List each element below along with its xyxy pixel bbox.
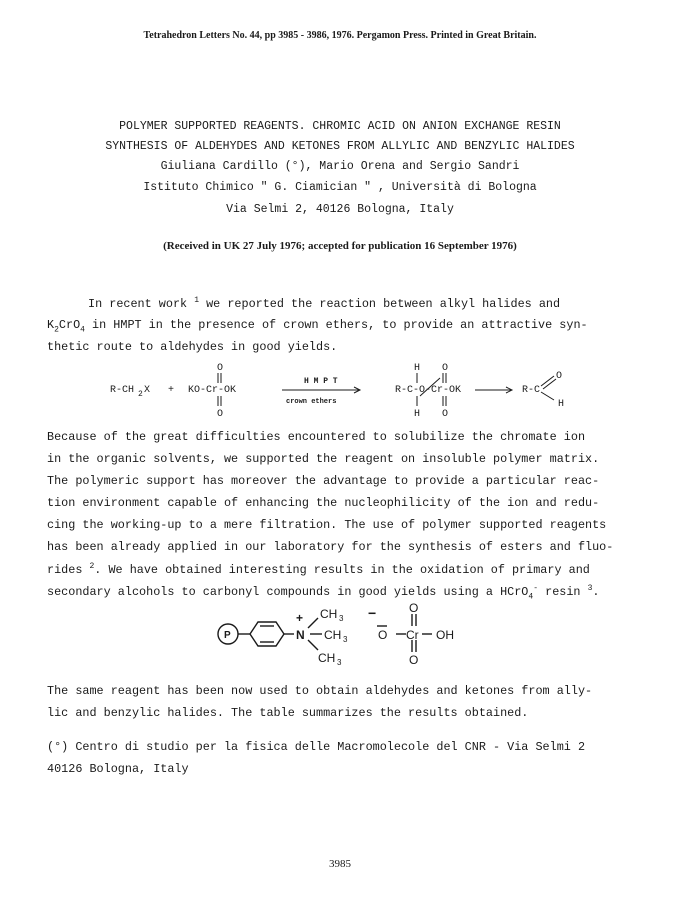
svg-text:H: H [558,399,565,410]
svg-text:O: O [442,363,449,374]
title-line-2: SYNTHESIS OF ALDEHYDES AND KETONES FROM ALLYLIC AND BENZYLIC HALIDES [105,140,575,153]
svg-text:KO-Cr-OK: KO-Cr-OK [188,385,237,396]
svg-text:H: H [414,409,421,420]
para3-line1: The same reagent has been now used to obtain aldehydes and ketones from ally- [47,684,593,698]
svg-text:N: N [296,628,305,642]
svg-text:CH: CH [318,651,336,665]
svg-text:O: O [409,653,419,667]
para2-line1: Because of the great difficulties encountered to solubilize the chromate ion [47,430,586,444]
svg-text:2: 2 [138,390,143,399]
svg-text:−: − [368,605,377,621]
reaction-scheme-1 [100,356,600,426]
svg-text:3: 3 [339,614,344,623]
received-line: (Received in UK 27 July 1976; accepted for publication 16 September 1976) [163,240,517,252]
journal-header: Tetrahedron Letters No. 44, pp 3985 - 3986, 1976. Pergamon Press. Printed in Great Britain. [143,30,537,41]
para2-line8: secondary alcohols to carbonyl compounds in good yields using a HCrO$_4$- resin $^3$. [47,584,600,602]
svg-text:H M P T: H M P T [304,377,338,386]
para2-line2: in the organic solvents, we supported the reagent on insoluble polymer matrix. [47,452,600,466]
svg-text:Cr: Cr [406,628,419,642]
svg-text:O: O [217,409,224,420]
svg-text:O: O [409,601,419,615]
svg-text:CH: CH [320,607,338,621]
footnote-line2: 40126 Bologna, Italy [47,762,189,776]
para1-line1: In recent work $^1$ we reported the reaction between alkyl halides and [88,296,561,311]
svg-text:R-C: R-C [522,385,541,396]
svg-text:R-CH: R-CH [110,385,135,396]
para2-line4: tion environment capable of enhancing the nucleophilicity of the ion and redu- [47,496,600,510]
svg-text:X: X [144,385,151,396]
para2-line6: has been already applied in our laboratory for the synthesis of esters and fluo- [47,540,614,554]
svg-text:O: O [556,371,563,382]
para1-line2: $K_2CrO_4$ in HMPT in the presence of crown ethers, to provide an attractive syn- [47,318,588,335]
svg-text:H: H [414,363,421,374]
resin-structure [200,600,500,668]
svg-text:+: + [168,385,175,396]
para2-line7: rides $^2$. We have obtained interesting results in the oxidation of primary and [47,562,590,577]
svg-text:CH: CH [324,628,342,642]
svg-text:crown ethers: crown ethers [286,398,337,406]
para3-line2: lic and benzylic halides. The table summarizes the results obtained. [47,706,529,720]
svg-text:OH: OH [436,628,454,642]
para2-line3: The polymeric support has moreover the advantage to provide a particular reac- [47,474,600,488]
para1-line3: thetic route to aldehydes in good yields. [47,340,338,354]
svg-text:3: 3 [337,658,342,667]
svg-text:O: O [442,409,449,420]
footnote-line1: (°) Centro di studio per la fisica delle Macromolecole del CNR - Via Selmi 2 [47,740,586,754]
address: Via Selmi 2, 40126 Bologna, Italy [226,203,454,216]
svg-text:O: O [378,628,388,642]
svg-text:R-C-O-Cr-OK: R-C-O-Cr-OK [395,385,462,396]
para2-line5: cing the working-up to a mere filtration. The use of polymer supported reagents [47,518,607,532]
svg-text:P: P [224,630,231,641]
institute: Istituto Chimico " G. Ciamician " , Università di Bologna [143,181,537,194]
svg-text:+: + [296,611,304,625]
svg-text:3: 3 [343,635,348,644]
title-line-1: POLYMER SUPPORTED REAGENTS. CHROMIC ACID ON ANION EXCHANGE RESIN [119,120,561,133]
page-number: 3985 [329,858,351,870]
svg-text:O: O [217,363,224,374]
authors: Giuliana Cardillo (°), Mario Orena and Sergio Sandri [160,160,520,173]
